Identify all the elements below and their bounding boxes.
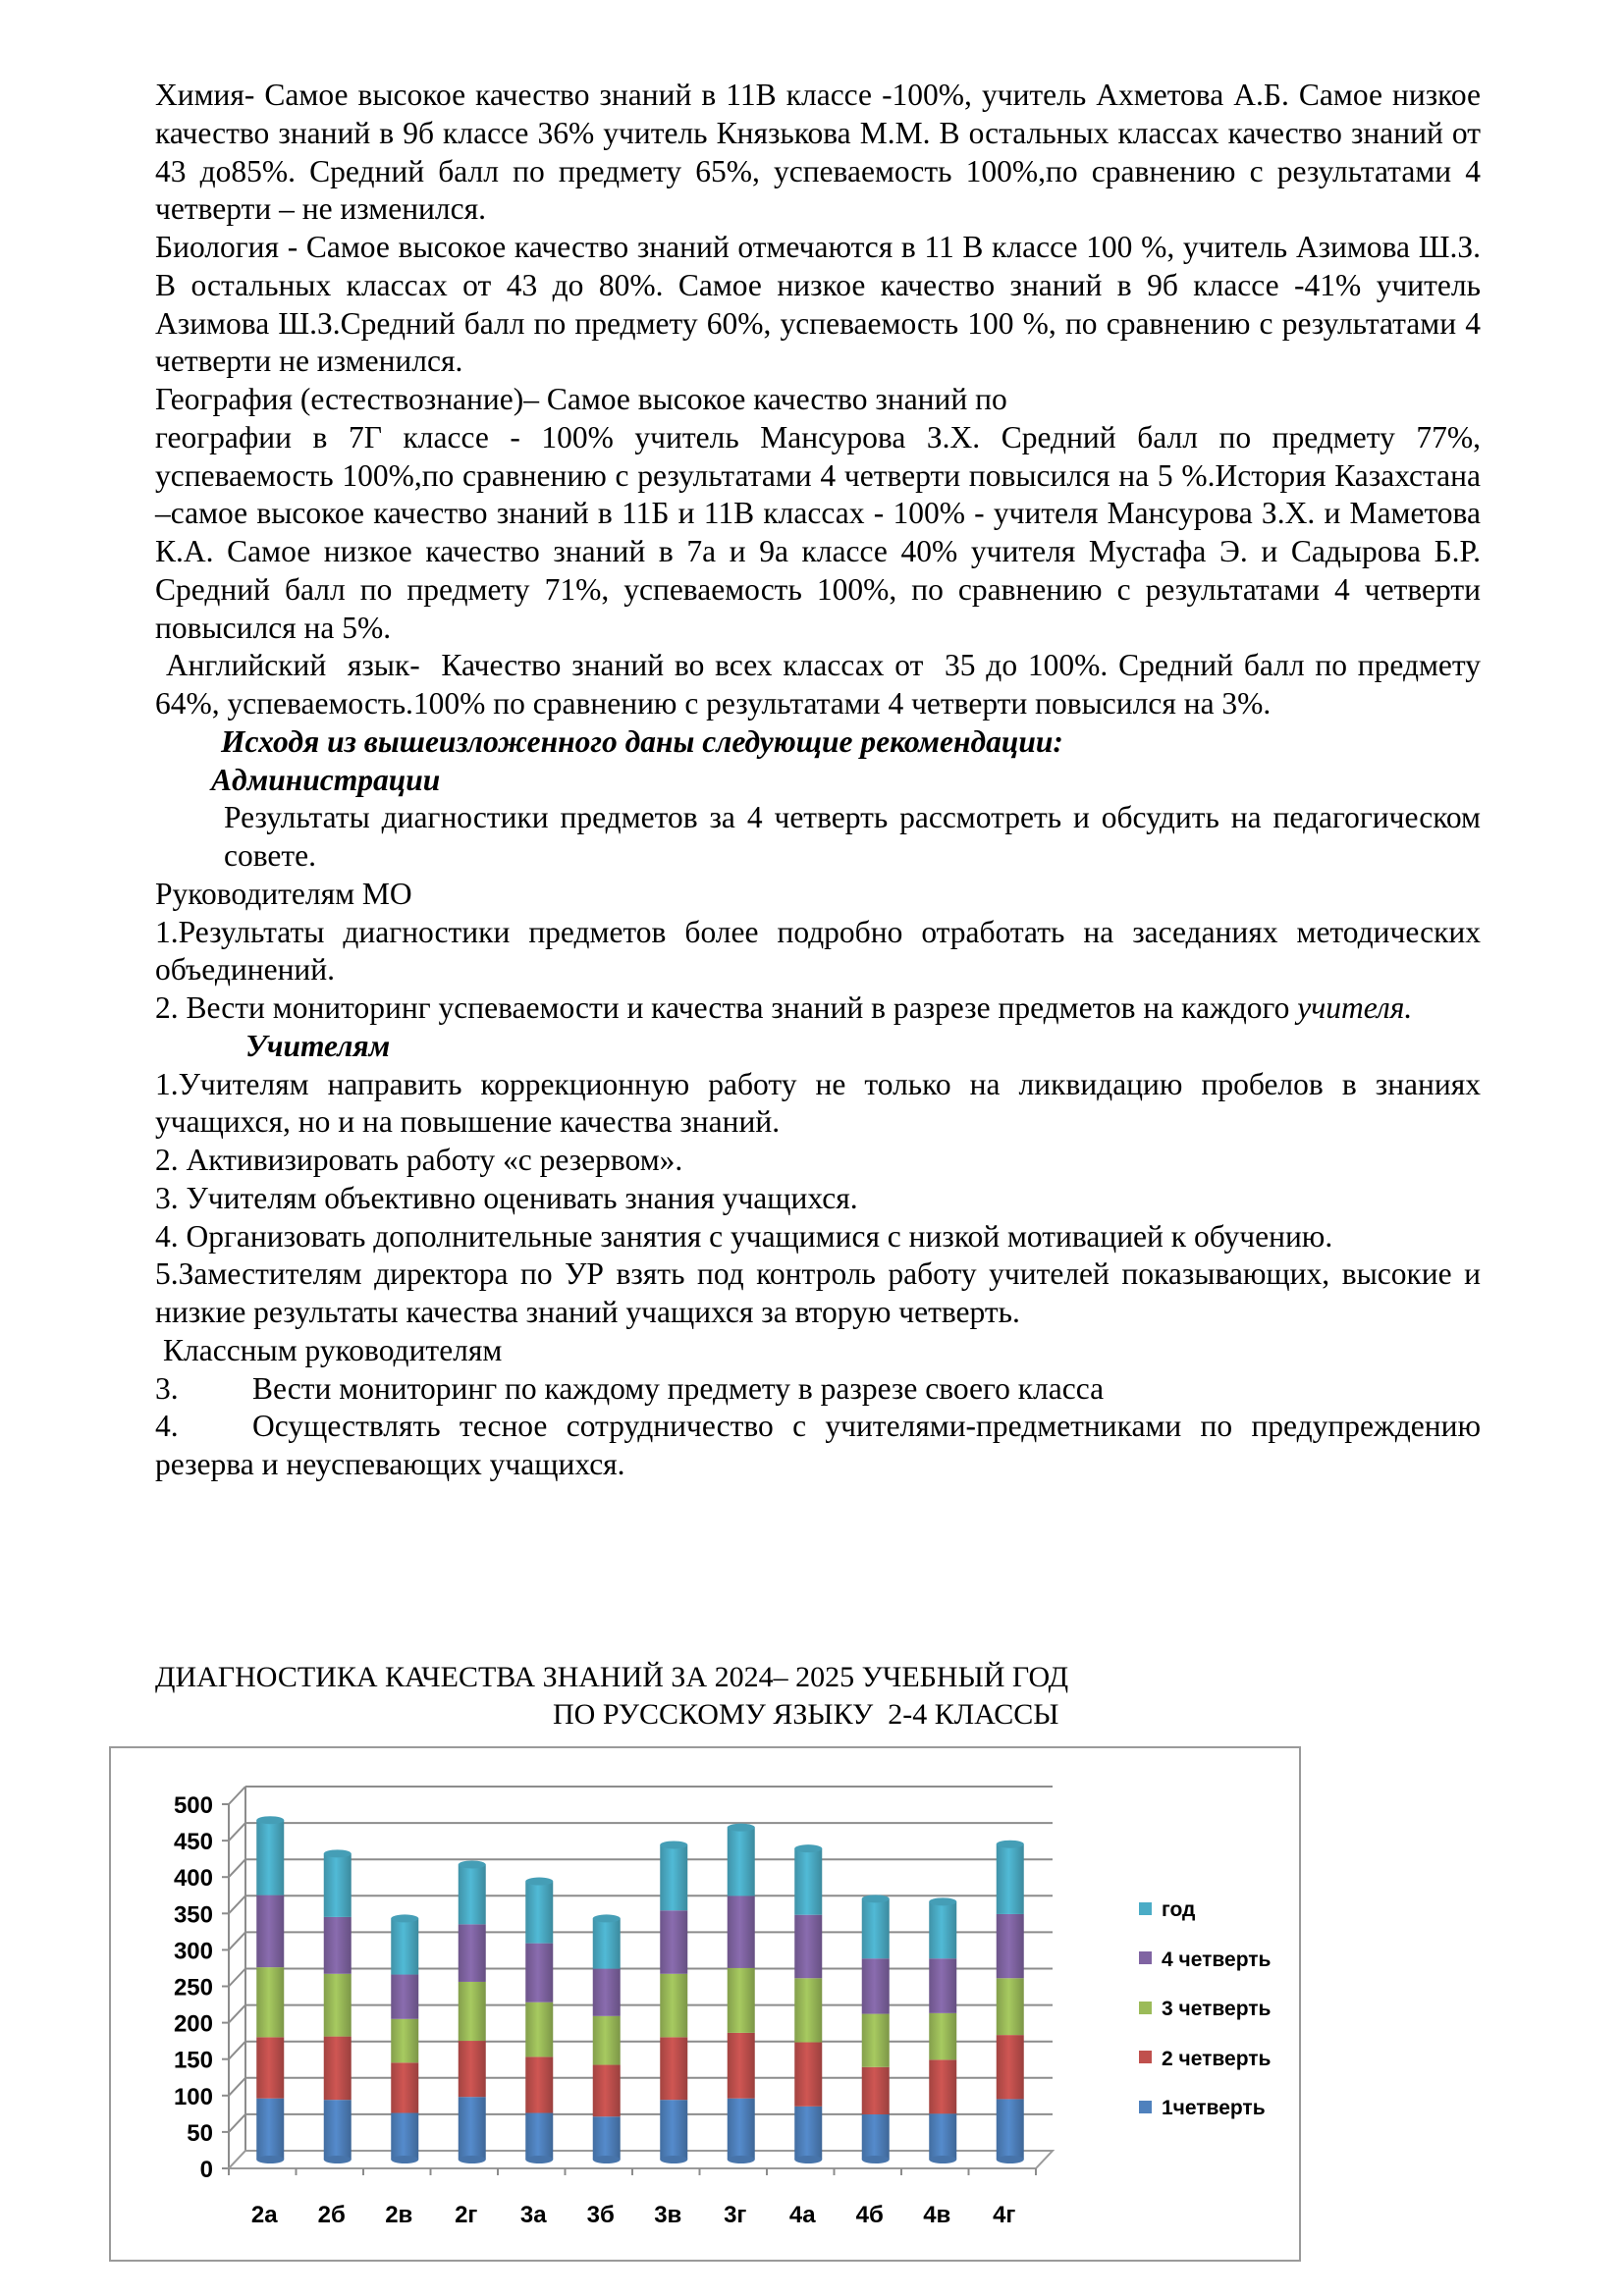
y-tick-label: 250 xyxy=(173,1974,213,2002)
bar-segment xyxy=(324,1917,352,1974)
x-category-label: 3г xyxy=(724,2202,747,2228)
paragraph-geography-heading: География (естествознание)– Самое высокое качество знаний по xyxy=(155,382,1007,416)
paragraph-chemistry: Химия- Самое высокое качество знаний в 11В классе -100%, учитель Ахметова А.Б. Самое низкое качество знаний в 9б классе 36% учитель Князькова М.М. В остальных классах качество знаний от 43 до85%. Средний балл по предмету 65%, успеваемость 100%,по сравнению с результатами 4 четверти – не изменился. xyxy=(155,78,1481,227)
bar-segment xyxy=(794,1915,822,1979)
chart-title xyxy=(155,1659,1333,1734)
paragraph-geography-history: географии в 7Г классе - 100% учитель Мансурова З.Х. Средний балл по предмету 77%, успеваемость 100%,по сравнению с результатами 4 четверти повысился на 5 %.История Казахстана –самое высокое качество знаний в 11Б и 11В классах - 100% - учителя Мансурова З.Х. и Маметова К.А. Самое низкое качество знаний в 7а и 9а классе 40% учителя Мустафа Э. и Садырова Б.Р. Средний балл по предмету 71%, успеваемость 100%, по сравнению с результатами 4 четверти повысился на 5%. xyxy=(155,419,1481,645)
legend-swatch-icon xyxy=(1139,2101,1152,2113)
bar-segment xyxy=(459,2097,486,2160)
x-category-label: 3в xyxy=(654,2202,682,2228)
chart-title-line-2: ПО РУССКОМУ ЯЗЫКУ 2-4 КЛАССЫ xyxy=(553,1698,1059,1731)
x-category-label: 4в xyxy=(923,2202,951,2228)
teachers-item-2: 2. Активизировать работу «с резервом». xyxy=(155,1143,683,1177)
bar-4г xyxy=(997,1841,1024,2163)
x-category-label: 2б xyxy=(317,2202,346,2228)
document-body xyxy=(155,77,1489,1484)
recommendations-heading: Исходя из вышеизложенного даны следующие рекомендации: xyxy=(221,723,1063,759)
bar-segment xyxy=(728,2099,755,2160)
administration-title: Администрации xyxy=(211,762,441,797)
bar-segment xyxy=(324,1853,352,1917)
bar-segment xyxy=(997,2035,1024,2099)
teachers-item-1: 1.Учителям направить коррекционную работу не только на ликвидацию пробелов в знаниях учащихся, но и на повышение качества знаний. xyxy=(155,1066,1481,1140)
bar-segment xyxy=(525,1882,553,1944)
bar-segment xyxy=(459,1924,486,1982)
bar-segment xyxy=(391,2062,418,2112)
class-teachers-title: Классным руководителям xyxy=(163,1332,503,1367)
mo-heads-item-2-main: 2. Вести мониторинг успеваемости и качества знаний в разрезе предметов на каждого xyxy=(155,990,1298,1025)
legend-label: 4 четверть xyxy=(1162,1948,1272,1971)
legend-item xyxy=(1139,2096,1266,2121)
bar-2б xyxy=(324,1849,352,2163)
bar-segment xyxy=(728,1828,755,1896)
legend-label: год xyxy=(1162,1898,1196,1921)
x-category-label: 2г xyxy=(455,2202,478,2228)
x-category-label: 3б xyxy=(586,2202,615,2228)
legend-item xyxy=(1139,1897,1195,1923)
item-number: 3. xyxy=(155,1370,179,1406)
bar-segment xyxy=(997,2099,1024,2160)
teachers-item-4: 4. Организовать дополнительные занятия с учащимися с низкой мотивацией к обучению. xyxy=(155,1218,1333,1254)
bar-segment xyxy=(728,1968,755,2033)
bar-segment xyxy=(794,2107,822,2160)
bar-segment xyxy=(660,1844,687,1910)
item-text: Осуществлять тесное сотрудничество с учителями-предметниками по предупреждению резерва и неуспевающих учащихся. xyxy=(155,1409,1481,1481)
mo-heads-title: Руководителям МО xyxy=(155,876,412,911)
bar-segment xyxy=(525,2056,553,2112)
bar-segment xyxy=(728,1896,755,1967)
x-category-label: 4б xyxy=(855,2202,884,2228)
bar-segment xyxy=(324,2100,352,2160)
x-category-label: 2в xyxy=(385,2202,413,2228)
bar-segment xyxy=(862,1958,890,2013)
bar-segment xyxy=(459,1982,486,2041)
chart-plot-area xyxy=(111,1748,1299,2260)
bar-segment xyxy=(256,2037,284,2098)
legend-label: 2 четверть xyxy=(1162,2047,1272,2070)
bar-segment xyxy=(593,1918,621,1968)
stacked-bar-chart xyxy=(109,1746,1301,2262)
legend-swatch-icon xyxy=(1139,2002,1152,2014)
legend-item xyxy=(1139,1948,1271,1973)
y-tick-label: 0 xyxy=(199,2157,213,2183)
bar-segment xyxy=(660,2100,687,2160)
bar-segment xyxy=(862,1898,890,1958)
y-tick-label: 300 xyxy=(173,1938,213,1965)
bar-segment xyxy=(794,1978,822,2042)
teachers-item-3: 3. Учителям объективно оценивать знания учащихся. xyxy=(155,1180,858,1215)
x-category-label: 2а xyxy=(250,2202,278,2228)
class-teachers-item-4 xyxy=(155,1408,1481,1484)
y-tick-label: 400 xyxy=(173,1865,213,1893)
bar-segment xyxy=(862,2014,890,2067)
bar-segment xyxy=(593,2116,621,2160)
bar-segment xyxy=(929,1958,956,2013)
administration-text: Результаты диагностики предметов за 4 четверть рассмотреть и обсудить на педагогическом совете. xyxy=(224,800,1481,873)
bar-segment xyxy=(256,2099,284,2160)
x-category-label: 4а xyxy=(788,2202,816,2228)
bar-segment xyxy=(256,1967,284,2037)
bar-segment xyxy=(929,1901,956,1958)
bar-segment xyxy=(862,2067,890,2114)
bar-segment xyxy=(660,1974,687,2038)
legend-item xyxy=(1139,1997,1271,2022)
bar-segment xyxy=(593,1969,621,2016)
bar-segment xyxy=(660,1910,687,1974)
bar-segment xyxy=(794,2043,822,2107)
bar-segment xyxy=(391,2019,418,2063)
bar-segment xyxy=(929,2059,956,2113)
item-number: 4. xyxy=(155,1409,179,1444)
mo-heads-item-1: 1.Результаты диагностики предметов более подробно отработать на заседаниях методических объединений. xyxy=(155,914,1481,988)
paragraph-biology: Биология - Самое высокое качество знаний отмечаются в 11 В классе 100 %, учитель Азимова Ш.З. В остальных классах от 43 до 80%. Самое низкое качество знаний в 9б классе -41% учитель Азимова Ш.З.Средний балл по предмету 60%, успеваемость 100 %, по сравнению с результатами 4 четверти не изменился. xyxy=(155,230,1481,379)
legend-item xyxy=(1139,2047,1271,2072)
bar-segment xyxy=(391,2113,418,2160)
x-category-label: 3а xyxy=(519,2202,547,2228)
bar-segment xyxy=(660,2037,687,2100)
bar-segment xyxy=(256,1896,284,1967)
bar-4б xyxy=(862,1895,890,2163)
chart-title-line-1: ДИАГНОСТИКА КАЧЕСТВА ЗНАНИЙ ЗА 2024– 2025 УЧЕБНЫЙ ГОД xyxy=(155,1661,1069,1693)
bar-segment xyxy=(728,2033,755,2099)
paragraph-english: Английский язык- Качество знаний во всех классах от 35 до 100%. Средний балл по предмету 64%, успеваемость.100% по сравнению с результатами 4 четверти повысился на 3%. xyxy=(155,648,1489,721)
teachers-item-5: 5.Заместителям директора по УР взять под контроль работу учителей показывающих, высокие и низкие результаты качества знаний учащихся за вторую четверть. xyxy=(155,1256,1481,1329)
bar-4в xyxy=(929,1897,956,2163)
teachers-title: Учителям xyxy=(245,1028,391,1063)
y-tick-label: 450 xyxy=(173,1829,213,1856)
legend-swatch-icon xyxy=(1139,1902,1152,1915)
bar-3в xyxy=(660,1841,687,2163)
bar-3а xyxy=(525,1878,553,2163)
legend-swatch-icon xyxy=(1139,1951,1152,1964)
bar-segment xyxy=(862,2114,890,2160)
bar-segment xyxy=(391,1918,418,1974)
y-tick-label: 350 xyxy=(173,1901,213,1929)
bar-segment xyxy=(391,1975,418,2019)
bar-3г xyxy=(728,1824,755,2163)
bar-3б xyxy=(593,1914,621,2163)
mo-heads-item-2 xyxy=(155,989,1481,1028)
bar-segment xyxy=(929,2013,956,2059)
mo-heads-item-2-italic: учителя. xyxy=(1297,990,1413,1025)
bar-segment xyxy=(525,2113,553,2160)
bar-segment xyxy=(997,1978,1024,2035)
bar-segment xyxy=(324,1974,352,2037)
bar-segment xyxy=(459,2041,486,2097)
y-tick-label: 500 xyxy=(173,1792,213,1819)
bar-segment xyxy=(997,1914,1024,1978)
legend-label: 3 четверть xyxy=(1162,1998,1272,2020)
bar-2а xyxy=(256,1816,284,2163)
bar-segment xyxy=(593,2065,621,2117)
y-tick-label: 100 xyxy=(173,2083,213,2110)
bar-segment xyxy=(525,1944,553,2002)
bar-4а xyxy=(794,1844,822,2163)
bar-segment xyxy=(525,2002,553,2057)
y-tick-label: 150 xyxy=(173,2047,213,2074)
bar-segment xyxy=(929,2113,956,2160)
bar-segment xyxy=(324,2037,352,2101)
bar-segment xyxy=(997,1844,1024,1914)
bar-segment xyxy=(459,1864,486,1924)
bar-2г xyxy=(459,1860,486,2163)
bar-segment xyxy=(593,2016,621,2065)
legend-label: 1четверть xyxy=(1162,2097,1266,2119)
bar-segment xyxy=(794,1848,822,1915)
y-tick-label: 50 xyxy=(187,2119,213,2147)
bar-2в xyxy=(391,1914,418,2163)
item-text: Вести мониторинг по каждому предмету в разрезе своего класса xyxy=(252,1370,1105,1406)
bar-segment xyxy=(256,1820,284,1895)
class-teachers-item-3 xyxy=(155,1370,1481,1409)
legend-swatch-icon xyxy=(1139,2051,1152,2063)
y-tick-label: 200 xyxy=(173,2010,213,2038)
x-category-label: 4г xyxy=(993,2202,1016,2228)
